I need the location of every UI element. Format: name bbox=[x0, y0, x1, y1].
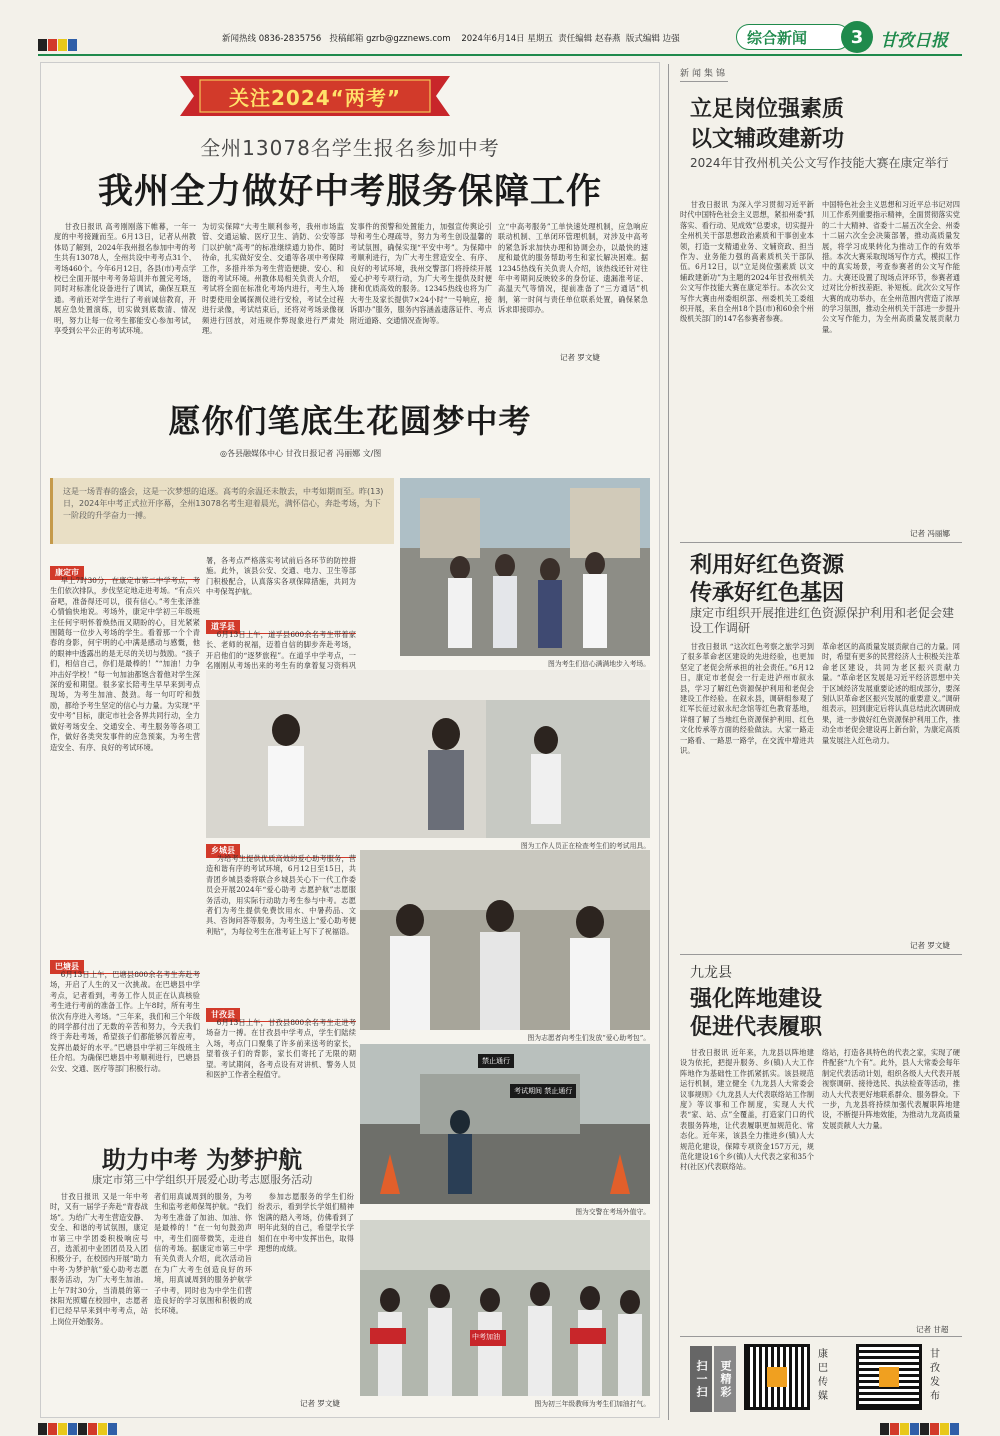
ganzi-tag: 甘孜县 bbox=[206, 1008, 240, 1021]
batang-text: 6月13日上午，巴塘县800余名考生奔赴考场，开启了人生的又一次挑战。在巴塘县中学考点，记者看到，考务工作人员正在认真核验考生进行考前的准备工作。上午8时，所有考生依次有序进入考场。“三年来，我们和三个年级的同学都付出了无数的辛苦和努力，今天我们终于奔赴考场，希望孩子们都能够沉着应考，发挥出最好的水平。”巴塘县中学初三年级班主任介绍。为确保巴塘县中考顺利进行，巴塘县公安、交通、医疗等部门积极行动。 bbox=[50, 970, 200, 1073]
photo-4-caption: 图为交警在考场外值守。 bbox=[575, 1208, 650, 1216]
mid-text: 署，各考点严格落实考试前后各环节的防控措施。此外，该县公安、交通、电力、卫生等部门积极配合，认真落实各项保障措施，共同为中考保驾护航。 bbox=[206, 556, 356, 597]
ganzi-text: 6月13日上午，甘孜县800余名考生走进考场奋力一搏。在甘孜县中学考点，学生们陆续入场，考点门口聚集了许多前来送考的家长，望着孩子们的背影，家长们寄托了无限的期望。考试期间，各考点设有对讲机、警务人员和医护工作者全程值守。 bbox=[206, 1018, 356, 1080]
layout-editor: 版式编辑 边强 bbox=[625, 34, 680, 44]
help-col-3: 参加志愿服务的学生们纷纷表示，看到学长学姐们精神饱满的踏入考场，仿佛看到了明年此刻的自己，希望学长学姐们在中考中发挥出色，取得理想的成绩。 bbox=[258, 1192, 354, 1254]
lead-title: 我州全力做好中考服务保障工作 bbox=[97, 172, 602, 212]
photo-5-image bbox=[360, 1220, 650, 1396]
photo-students-entering bbox=[400, 478, 650, 656]
column-divider bbox=[668, 64, 669, 1420]
qr-code-kangba[interactable] bbox=[744, 1344, 810, 1410]
color-registration-bar bbox=[38, 36, 78, 55]
right2-reporter: 记者 罗文婕 bbox=[910, 941, 950, 950]
photo-4-image bbox=[360, 1044, 650, 1204]
header-info bbox=[222, 32, 680, 44]
scan-label: 扫一扫 bbox=[695, 1359, 708, 1399]
right1-col-1: 甘孜日报讯 为深入学习贯彻习近平新时代中国特色社会主义思想，紧扣州委“抓落实、看行动、见成效”总要求，切实提升全州机关干部思想政治素质和干事创业本领，打造一支精通业务、文辅资政、担当作为、业务能力强的高素质机关干部队伍。6月12日，以“立足岗位强素质 以文辅政建新功”为主题的2024年甘孜州机关公文写作技能大赛在康定举行。本次公文写作大赛由州委组织部、州委机关工委组织开展，来自全州18个县(市)和60余个州级机关部门的147名参赛者参赛。 bbox=[680, 200, 814, 324]
page-number-badge bbox=[841, 21, 873, 53]
right-rule-3 bbox=[680, 1336, 962, 1337]
right3-col-2: 络站，打造各具特色的代表之家，实现了硬件配套“九个有”。此外，县人大常委会每年制定代表活动计划，组织各级人大代表开展视察调研、接待选民、执法检查等活动，推动人大代表更好地联系群众、服务群众。下一步，九龙县将持续加强代表履职阵地建设，不断提升阵地效能，为推动九龙高质量发展贡献人大力量。 bbox=[822, 1048, 960, 1130]
right3-col-1: 甘孜日报讯 近年来，九龙县以阵地建设为依托，把提升服务、乡(镇)人大工作阵地作为基础性工作抓紧抓实。该县规范运行机制，建立健全《九龙县人大常委会议事规则》《九龙县人大代表联络站工作制度》等议事和工作制度，实现人大代表“家、站、点”全覆盖，打造家门口的代表服务阵地，让代表履职更加规范化、常态化。近年来，该县全力推进乡(镇)人大规范化建设，保障专项资金157万元，规范化建设16个乡(镇)人大代表之家和35个村(社区)代表联络站。 bbox=[680, 1048, 814, 1172]
help-col-2: 者们用真诚周到的服务，为考生和监考老师保驾护航。“我们为考生准备了加油、加油、你是最棒的！”在一句句鼓劲声中，考生们面带微笑，走进自信的考场。据康定市第三中学有关负责人介绍，此次活动旨在为广大考生创造良好的环境，用真诚周到的服务护航学子中考，同时也为中学生们营造良好的学习氛围和积极的成长环境。 bbox=[154, 1192, 252, 1316]
photo-2-caption: 图为工作人员正在检查考生们的考试用具。 bbox=[520, 842, 650, 850]
qr-ganzi-inner bbox=[879, 1367, 899, 1387]
daofu-text: 6月13日上午，道孚县600余名考生带着家长、老师的祝福，迈着自信的脚步奔赴考场，开启他们的“逐梦旅程”。在道孚中学考点，一名刚刚从考场出来的考生有的拿着复习资料巩 bbox=[206, 630, 356, 671]
help-reporter: 记者 罗文婕 bbox=[300, 1399, 340, 1408]
hotline: 新闻热线 0836-2835756 bbox=[222, 34, 322, 44]
section-label bbox=[736, 24, 850, 50]
help-subtitle: 康定市第三中学组织开展爱心助考志愿服务活动 bbox=[91, 1174, 313, 1186]
paper-logo bbox=[880, 26, 948, 51]
right2-col-2: 革命老区的高质量发展贡献自己的力量。同时，希望有更多的民营经济人士积极关注革命老区建设，共同为老区振兴贡献力量。“革命老区发展是习近平经济思想中关于区域经济发展重要论述的组成部分，要深刻认识革命老区振兴发展的重要意义。”调研组表示，回到康定后将认真总结此次调研成果，进一步做好红色资源保护利用工作，推动全市老促会建设再上新台阶，为康定高质量发展注入红色动力。 bbox=[822, 642, 960, 745]
photo-5-caption: 图为初三年级教师为考生们加油打气。 bbox=[534, 1400, 650, 1408]
news-collection-label bbox=[680, 66, 728, 82]
news-collection-text: 新闻集锦 bbox=[680, 69, 729, 79]
sign-2: 考试期间 禁止通行 bbox=[510, 1084, 576, 1098]
xiangcheng-text: 为给考生提供优质高效的爱心助考服务，营造和谐有序的考试环境，6月12日至15日，共青团乡城县委将联合乡城县关心下一代工作委员会开展2024年“爱心助考 志愿护航”志愿服务活动，用实际行动助力考生参与中考。志愿者们为考生提供免费饮用水、中暑药品、文具、咨询问答等服务，为考生送上“爱心助考便利贴”，为每位考生在准考证上写下了祝福语。 bbox=[206, 854, 356, 936]
right3-reporter: 记者 甘超 bbox=[916, 1325, 949, 1334]
right2-col-1: 甘孜日报讯 “这次红色考察之旅学习到了很多革命老区建设的先进经验，也更加坚定了老促会所承担的社会责任。”6月12日，康定市老促会一行走进泸州市叙永县，学习了解红色资源保护利用和老促会建设工作经验。在叙永县，调研组参观了红军长征过叙永纪念馆等红色教育基地，详细了解了当地红色资源保护利用、红色文化传承等方面的经验做法。大家一路走一路看、一路思一路学，在交流中增进共识。 bbox=[680, 642, 814, 756]
scan-badge bbox=[690, 1346, 712, 1412]
photo-traffic-police bbox=[360, 1044, 650, 1204]
right1-subtitle: 2024年甘孜州机关公文写作技能大赛在康定举行 bbox=[690, 156, 949, 170]
paper-name: 甘孜日报 bbox=[880, 31, 948, 51]
lead-subtitle: 全州13078名学生报名参加中考 bbox=[200, 136, 500, 160]
banner bbox=[180, 76, 450, 116]
kangding-text: 早上7时30分，在康定市第二中学考点，考生们依次排队，步伐坚定地走进考场。“有点兴奋吧，准备得还可以，很有信心。”考生张泽淮心情愉快地说。考场外，康定中学初三年级班主任何宇明怀着焕热而又期盼的心，目光紧紧围随每一位步入考场的学生。看着那一个个青春的身影，何宇明的心中满是感动与感慨，他的眼神中透露出的是无尽的关切与鼓励。“孩子们，相信自己，你们是最棒的！”“加油！力争冲击好学校！”每一句加油都饱含着他对学生深深的爱和期望。很多家长陪考生早早来到考点现场，为考生加油、鼓劲。每一句叮咛和鼓励，都给予考生坚定的信心与力量。为实现“平安中考”目标，康定市社会各界共同行动，全力做好考场安全、交通安全、考生服务等各项工作，做好各类突发事件的应急预案，为考生营造安全、有序、良好的考试环境。 bbox=[50, 576, 200, 752]
bottom-color-bar bbox=[38, 1420, 118, 1436]
more-label: 更精彩 bbox=[719, 1359, 732, 1399]
feature-intro-box bbox=[50, 478, 394, 544]
sign-1: 禁止通行 bbox=[478, 1054, 514, 1068]
photo-checking-supplies bbox=[206, 670, 650, 838]
xiangcheng-tag: 乡城县 bbox=[206, 844, 240, 857]
right-rule-2 bbox=[680, 954, 962, 955]
section-name: 综合新闻 bbox=[747, 28, 808, 47]
right2-subtitle: 康定市组织开展推进红色资源保护利用和老促会建设工作调研 bbox=[690, 606, 955, 635]
photo-1-image bbox=[400, 478, 650, 656]
right3-title-1: 强化阵地建设 bbox=[690, 986, 823, 1012]
lead-col-2: 为切实保障“大考生顺利参考，我州市场监管、交通运输、医疗卫生、消防、公安等部门以护航“高考”的标准继续通力协作、随时待命，扎实做好安全、交通等各项中考保障工作，多措并举为考生营造便捷、安心、和谐的考试环境。州教体局相关负责人介绍，考试将全面在标准化考场内进行，考生入场时要使用金属探测仪进行安检，考试全过程进行录像，考试结束后，还将对考场录像视频进行回放，对违规作弊现象进行严肃处理。 bbox=[202, 222, 344, 336]
kangba-label: 康巴传媒 bbox=[818, 1349, 828, 1402]
help-col-1: 甘孜日报讯 又是一年中考时，又有一届学子奔赴“青春战场”。为给广大考生营造安静、安全、和谐的考试氛围，康定市第三中学团委积极响应号召，选派初中业团团员及入团积极分子，在校园内开展“助力中考·为梦护航”爱心助考志愿服务活动，为广大考生加油。上午7时30分，当清晨的第一抹阳光照耀在校园中，志愿者们已经早早来到中考考点，站上岗位开始服务。 bbox=[50, 1192, 148, 1326]
qr-kangba-inner bbox=[767, 1367, 787, 1387]
lead-col-1: 甘孜日报讯 高考刚刚落下帷幕，一年一度的中考接踵而至。6月13日，记者从州教体局了解到，2024年我州报名参加中考的考生共有13078人，全州共设中考考点31个、考场460个。今年6月12日，各县(市)考点学校已全面开展中考考务培训并布置完考场，同时对标准化设备进行了调试，确保互联互通。考前还对学生进行了考前诚信教育，开展应急处置演练，切实做到底数清、情况明，努力让每一位考生都能安心参加考试，享受到公平公正的考试环境。 bbox=[54, 222, 196, 336]
ganzi-label: 甘孜发布 bbox=[930, 1349, 940, 1402]
batang-tag: 巴塘县 bbox=[50, 960, 84, 973]
photo-1-caption: 图为考生们信心满满地步入考场。 bbox=[548, 660, 650, 668]
lead-col-3: 发事件的预警和处置能力，加强宣传舆论引导和考生心理疏导，努力为考生创设温馨的考试氛围，确保实现“平安中考”。为保障中考顺利进行，为广大考生营造安全、有序、良好的考试环境，我州交警部门将持续开展爱心护考专项行动，为广大考生提供及时便捷和优质高效的服务。12345热线也将为广大考生及家长提供7×24小时“一号响应，接诉即办”服务，服务内容涵盖遗落证件、考点附近道路、交通情况查询等。 bbox=[350, 222, 492, 325]
email: 投稿邮箱 gzrb@gzznews.com bbox=[329, 34, 451, 44]
right1-reporter: 记者 冯丽娜 bbox=[910, 529, 950, 538]
right-rule-1 bbox=[680, 542, 962, 543]
photo-2-image bbox=[206, 670, 650, 838]
right3-county: 九龙县 bbox=[690, 965, 732, 981]
feature-byline: ◎各县融媒体中心 甘孜日报记者 冯丽娜 文/图 bbox=[220, 449, 382, 458]
sign-3: 中考加油 bbox=[472, 1333, 500, 1341]
daofu-tag: 道孚县 bbox=[206, 620, 240, 633]
right2-title-2: 传承好红色基因 bbox=[690, 580, 845, 606]
header-rule bbox=[38, 54, 962, 56]
right2-title-1: 利用好红色资源 bbox=[690, 552, 845, 578]
right1-title-2: 以文辅政建新功 bbox=[690, 126, 845, 152]
lead-col-4: 立“中高考服务”工单快速处理机制，应急响应联动机制、工单闭环管理机制，对涉及中高考的紧急诉求加快办理和协调会办，以最快的速度和最优的服务帮助考生和家长解决困难。据12345热线有关负责人介绍，该热线还针对往年中考期间反映较多的身份证、遗漏准考证、高温天气等情况，提前准备了“三方通话”机制，第一时间与责任单位联系处置，确保紧急诉求即接即办。 bbox=[498, 222, 648, 315]
qr-code-ganzi[interactable] bbox=[856, 1344, 922, 1410]
photo-3-caption: 图为志愿者向考生们发放“爱心助考包”。 bbox=[527, 1034, 650, 1042]
photo-teachers-cheering bbox=[360, 1220, 650, 1396]
photo-3-image bbox=[360, 850, 650, 1030]
photo-volunteers bbox=[360, 850, 650, 1030]
banner-text: 关注2024“两考” bbox=[229, 86, 401, 110]
date: 2024年6月14日 星期五 bbox=[461, 34, 553, 44]
kangding-tag: 康定市 bbox=[50, 566, 84, 579]
right3-title-2: 促进代表履职 bbox=[690, 1014, 823, 1040]
right1-title-1: 立足岗位强素质 bbox=[690, 96, 845, 122]
more-badge bbox=[714, 1346, 736, 1412]
right1-col-2: 中国特色社会主义思想和习近平总书记对四川工作系列重要指示精神，全面贯彻落实党的二十大精神、省委十二届五次全会、州委十二届六次全会决策部署，推动高质量发展，将学习成果转化为推动工作的有效举措。本次大赛采取现场写作方式，模拟工作中的真实场景，考查参赛者的公文写作能力。大赛还设置了现场点评环节，参赛者通过对比分析找差距、补短板。此次公文写作大赛的成功举办，在全州范围内营造了浓厚的学习氛围，推动全州机关干部进一步提升公文写作能力，为全州高质量发展贡献力量。 bbox=[822, 200, 960, 334]
bottom-color-bar-right bbox=[880, 1420, 960, 1436]
feature-title: 愿你们笔底生花圆梦中考 bbox=[168, 402, 532, 440]
feature-intro: 这是一场青春的盛会，这是一次梦想的追逐。高考的余温还未散去，中考如期而至。昨(13)日，2024年中考正式拉开序幕，全州13078名考生迎着晨光，满怀信心，奔赴考场，为下一阶段的升学奋力一搏。 bbox=[63, 487, 384, 520]
page-number: 3 bbox=[850, 26, 864, 48]
duty-editor: 责任编辑 赵春燕 bbox=[558, 34, 621, 44]
help-title: 助力中考 为梦护航 bbox=[101, 1145, 303, 1174]
lead-reporter: 记者 罗文婕 bbox=[560, 353, 600, 362]
